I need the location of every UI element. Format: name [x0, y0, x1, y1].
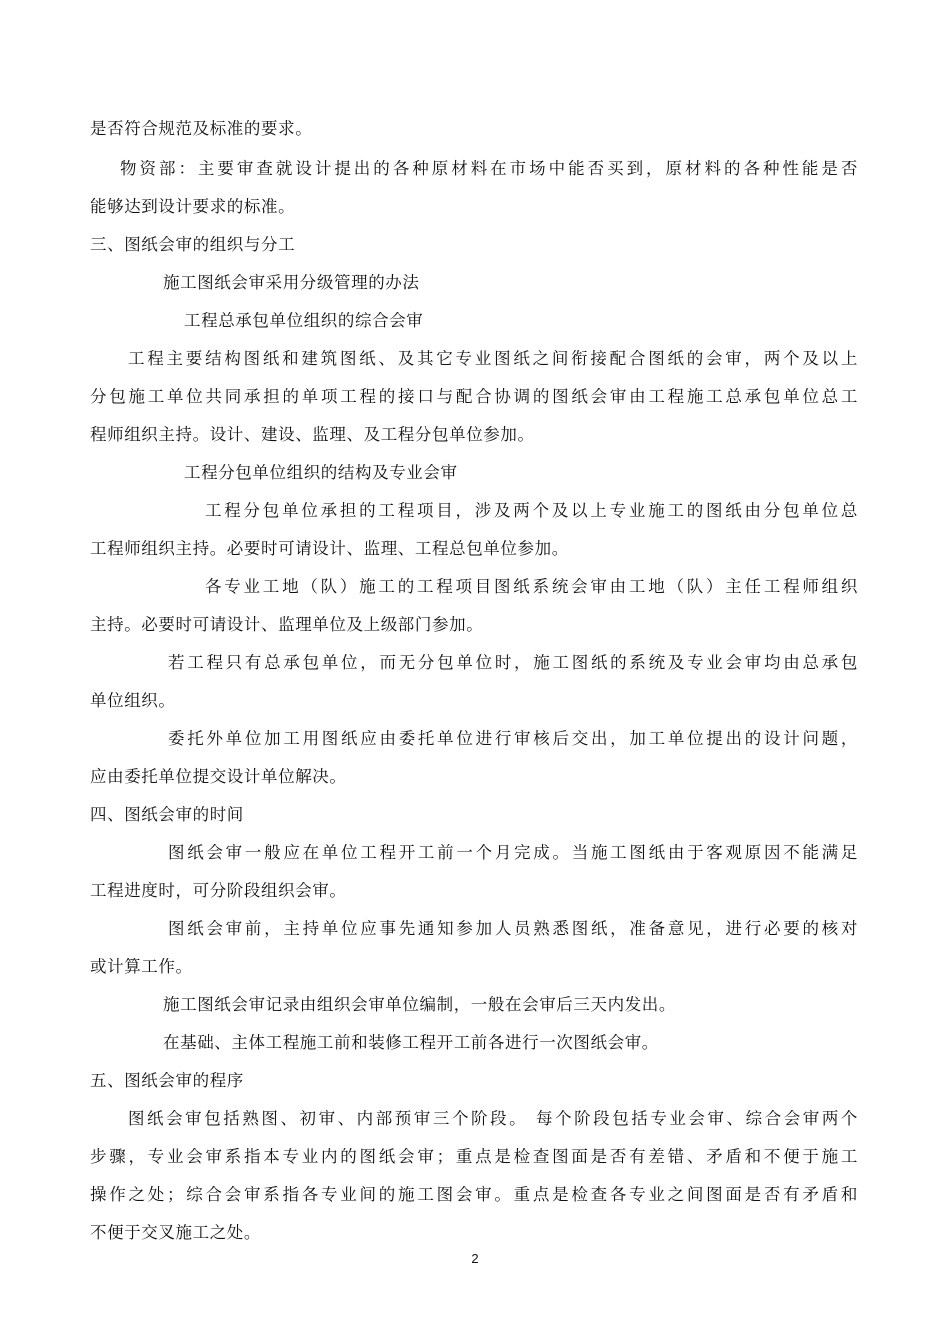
sub-heading: 工程总承包单位组织的综合会审: [184, 311, 424, 330]
text-line: 分包施工单位共同承担的单项工程的接口与配合协调的图纸会审由工程施工总承包单位总工: [90, 387, 858, 406]
text-line: 图纸会审一般应在单位工程开工前一个月完成。当施工图纸由于客观原因不能满足: [168, 843, 858, 862]
text-line: 在基础、主体工程施工前和装修工程开工前各进行一次图纸会审。: [163, 1033, 659, 1052]
text-line: 工程分包单位承担的工程项目，涉及两个及以上专业施工的图纸由分包单位总: [205, 501, 858, 520]
sub-heading: 工程分包单位组织的结构及专业会审: [184, 463, 458, 482]
text-line: 图纸会审包括熟图、初审、内部预审三个阶段。 每个阶段包括专业会审、综合会审两个: [128, 1109, 858, 1128]
text-line: 图纸会审前，主持单位应事先通知参加人员熟悉图纸，准备意见，进行必要的核对: [168, 919, 858, 938]
text-line: 各专业工地（队）施工的工程项目图纸系统会审由工地（队）主任工程师组织: [205, 577, 858, 596]
text-line: 工程进度时，可分阶段组织会审。: [90, 881, 347, 900]
page-number: 2: [471, 1251, 479, 1266]
text-line: 委托外单位加工用图纸应由委托单位进行审核后交出，加工单位提出的设计问题，: [168, 729, 858, 748]
text-line: 工程主要结构图纸和建筑图纸、及其它专业图纸之间衔接配合图纸的会审，两个及以上: [128, 349, 858, 368]
text-line: 应由委托单位提交设计单位解决。: [90, 767, 347, 786]
text-line: 程师组织主持。设计、建设、监理、及工程分包单位参加。: [90, 425, 535, 444]
text-line: 物资部：主要审查就设计提出的各种原材料在市场中能否买到，原材料的各种性能是否: [120, 159, 858, 178]
sub-heading: 施工图纸会审采用分级管理的办法: [163, 273, 420, 292]
text-line: 不便于交叉施工之处。: [90, 1223, 261, 1242]
section-heading: 五、图纸会审的程序: [90, 1071, 244, 1090]
text-line: 单位组织。: [90, 691, 176, 710]
text-line: 或计算工作。: [90, 957, 193, 976]
text-line: 操作之处；综合会审系指各专业间的施工图会审。重点是检查各专业之间图面是否有矛盾和: [90, 1185, 858, 1204]
text-line: 若工程只有总承包单位，而无分包单位时，施工图纸的系统及专业会审均由总承包: [168, 653, 858, 672]
section-heading: 三、图纸会审的组织与分工: [90, 235, 296, 254]
section-heading: 四、图纸会审的时间: [90, 805, 244, 824]
text-line: 工程师组织主持。必要时可请设计、监理、工程总包单位参加。: [90, 539, 569, 558]
text-line: 步骤，专业会审系指本专业内的图纸会审；重点是检查图面是否有差错、矛盾和不便于施工: [90, 1147, 858, 1166]
text-line: 施工图纸会审记录由组织会审单位编制，一般在会审后三天内发出。: [163, 995, 676, 1014]
text-line: 主持。必要时可请设计、监理单位及上级部门参加。: [90, 615, 484, 634]
text-line: 能够达到设计要求的标准。: [90, 197, 296, 216]
text-line: 是否符合规范及标准的要求。: [90, 119, 313, 138]
